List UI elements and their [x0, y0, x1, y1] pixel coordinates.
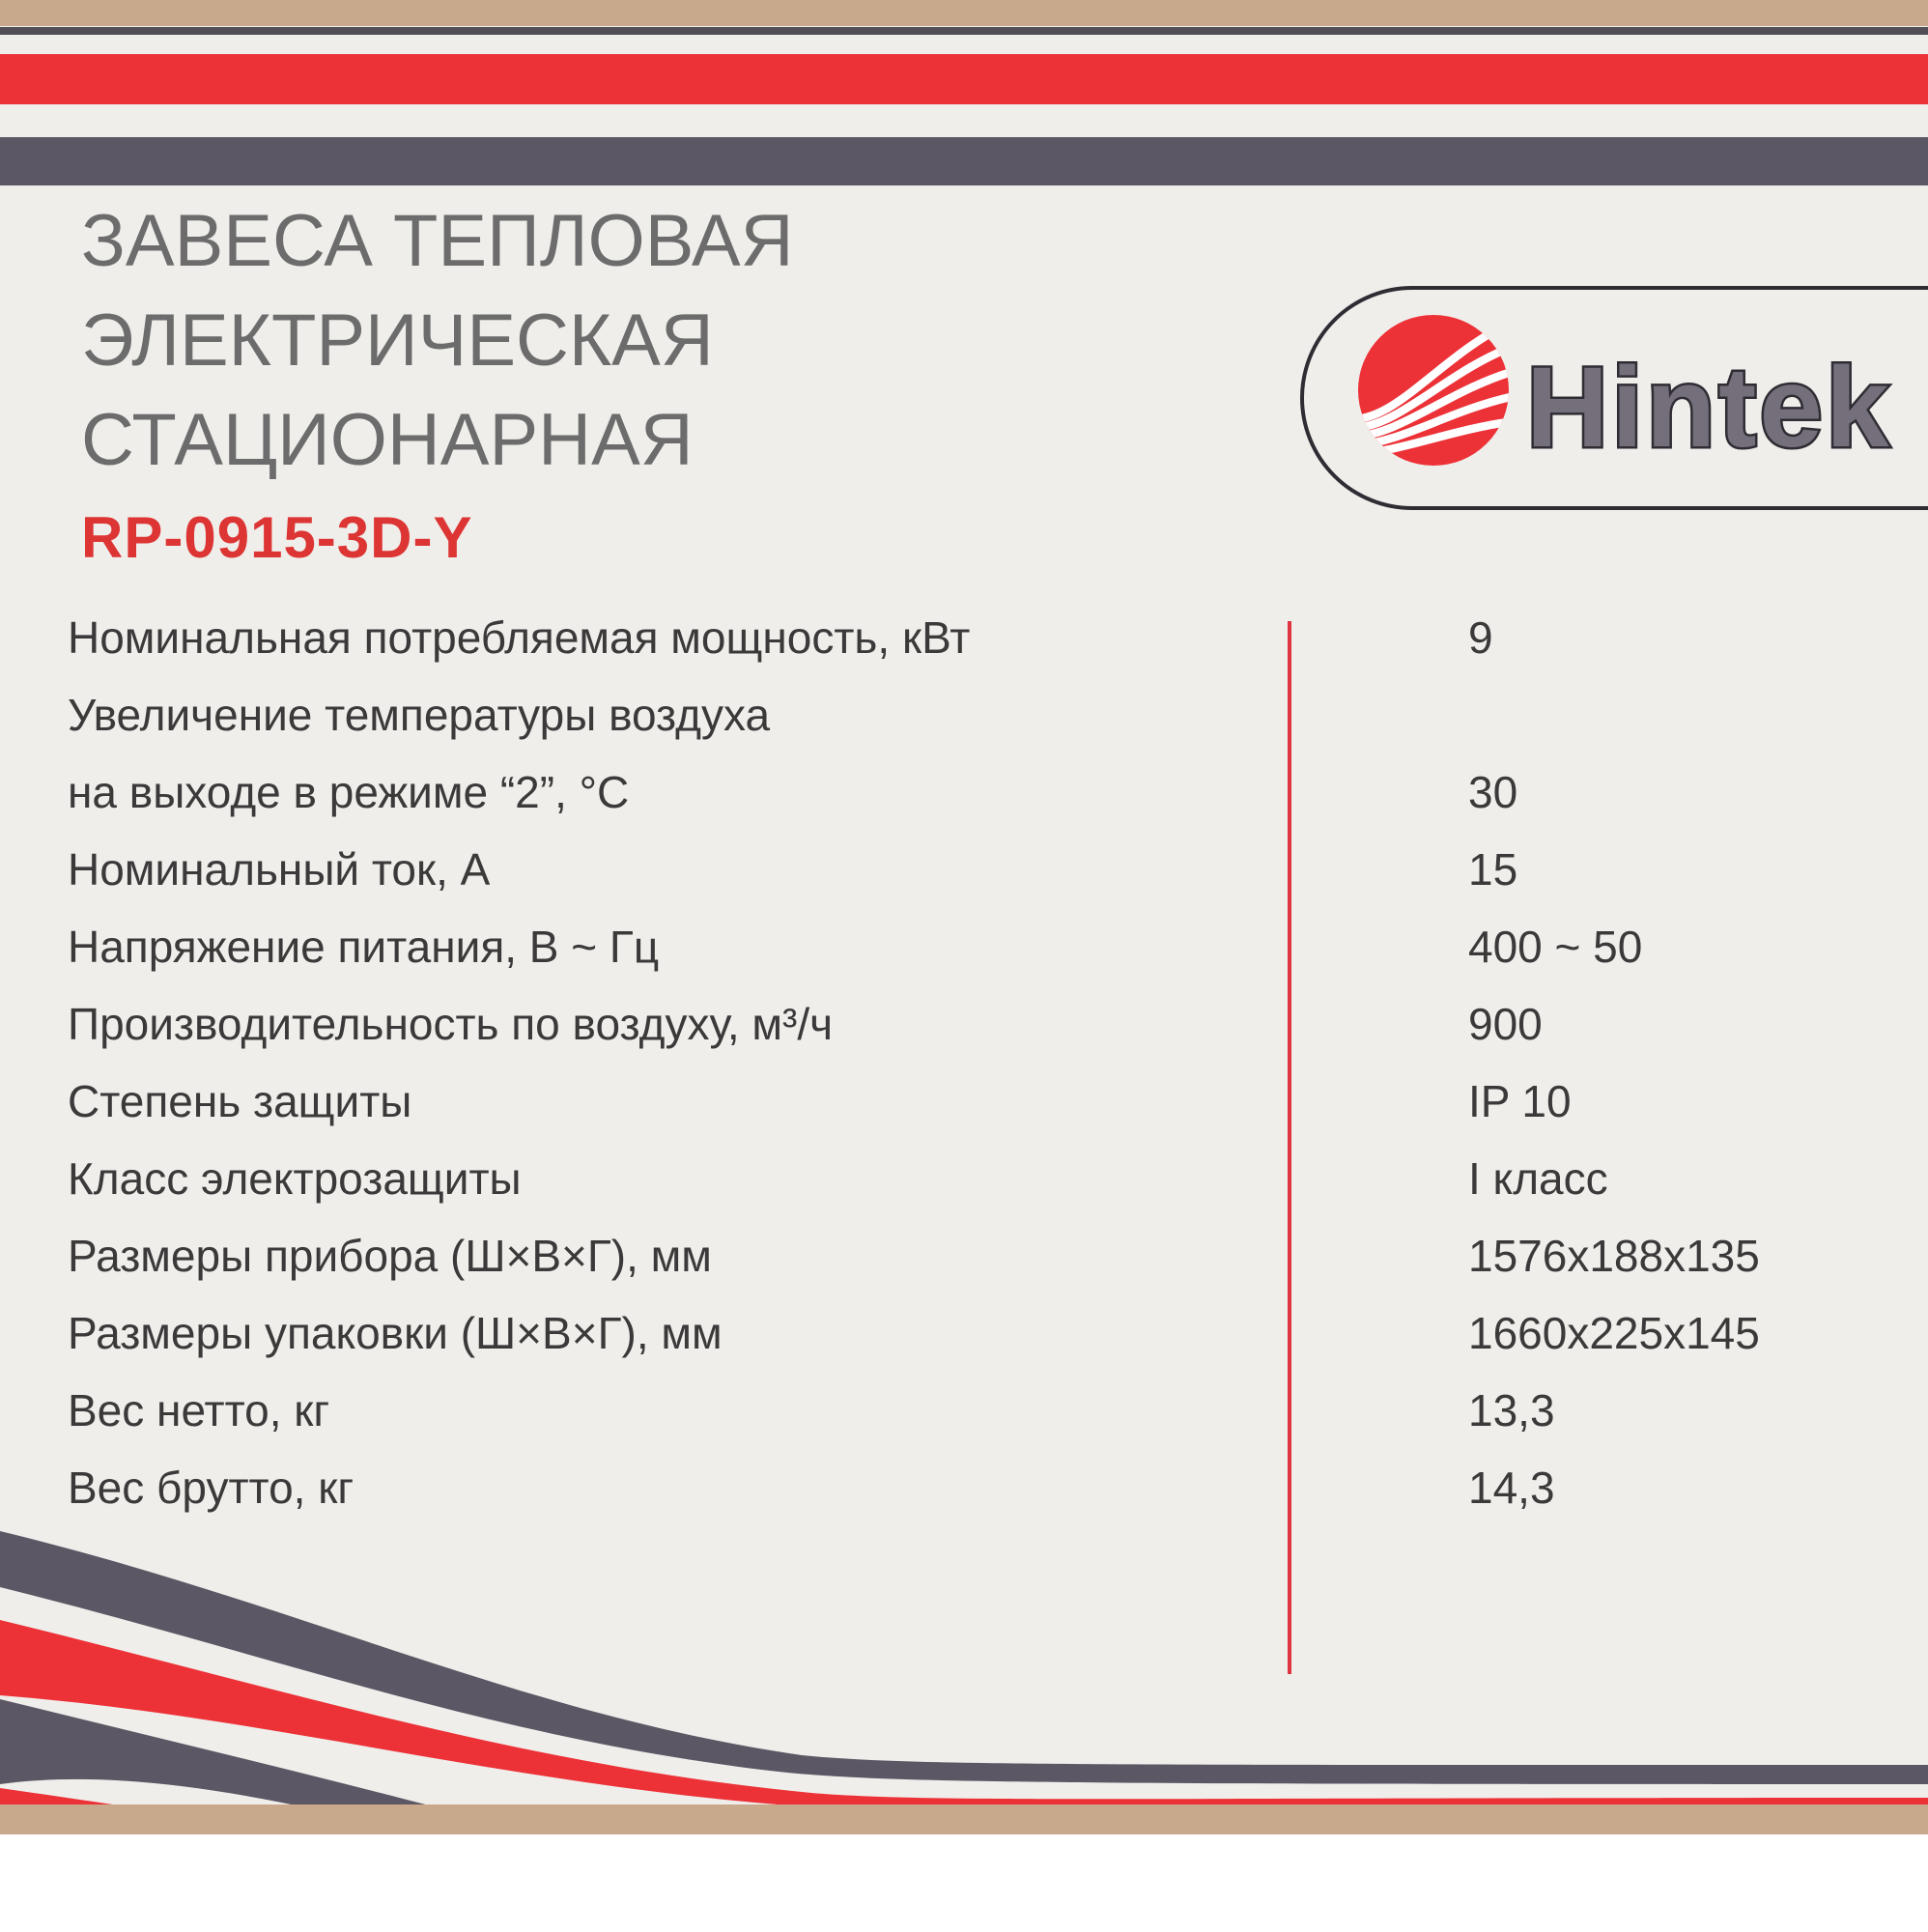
brand-logo	[1292, 278, 1928, 522]
spec-value: I класс	[1468, 1153, 1608, 1204]
spec-row	[68, 985, 1903, 1063]
product-title-line-2: ЭЛЕКТРИЧЕСКАЯ	[81, 299, 714, 382]
spec-row	[68, 599, 1903, 676]
spec-label: Размеры упаковки (Ш×В×Г), мм	[68, 1308, 723, 1358]
wave-gray-1	[0, 1531, 1928, 1784]
spec-label: на выходе в режиме “2”, °С	[68, 767, 630, 817]
spec-value: 1576x188x135	[1468, 1231, 1760, 1281]
top-red-stripe	[0, 54, 1928, 104]
spec-row	[68, 1063, 1903, 1140]
spec-value: IP 10	[1468, 1076, 1572, 1126]
cardboard-edge-top	[0, 0, 1928, 26]
spec-value: 9	[1468, 612, 1493, 663]
spec-value: 14,3	[1468, 1463, 1555, 1513]
brand-name-text: Hintek	[1526, 344, 1892, 471]
spec-row	[68, 1217, 1903, 1294]
spec-row	[68, 753, 1903, 831]
spec-row	[68, 1372, 1903, 1449]
spec-label: Номинальный ток, А	[68, 844, 491, 895]
spec-row	[68, 908, 1903, 985]
spec-row	[68, 1294, 1903, 1372]
product-title-line-3: СТАЦИОНАРНАЯ	[81, 399, 694, 481]
spec-label: Увеличение температуры воздуха	[68, 690, 771, 740]
product-title	[81, 191, 793, 490]
spec-value: 13,3	[1468, 1385, 1555, 1435]
spec-table	[68, 599, 1903, 1526]
spec-label: Номинальная потребляемая мощность, кВт	[68, 612, 971, 663]
spec-value: 15	[1468, 844, 1518, 895]
spec-row	[68, 1140, 1903, 1217]
spec-label: Вес нетто, кг	[68, 1385, 330, 1435]
product-title-line-1: ЗАВЕСА ТЕПЛОВАЯ	[81, 200, 794, 282]
spec-value: 400 ~ 50	[1468, 922, 1643, 972]
cardboard-edge-bottom	[0, 1804, 1928, 1834]
spec-label: Класс электрозащиты	[68, 1153, 522, 1204]
spec-label: Производительность по воздуху, м³/ч	[68, 999, 834, 1049]
bottom-wave-decoration	[0, 1512, 1928, 1811]
spec-label: Размеры прибора (Ш×В×Г), мм	[68, 1231, 712, 1281]
spec-label: Вес брутто, кг	[68, 1463, 354, 1513]
model-number: RP-0915-3D-Y	[81, 505, 473, 570]
spec-row	[68, 676, 1903, 753]
spec-row	[68, 831, 1903, 908]
spec-value: 900	[1468, 999, 1543, 1049]
spec-label: Степень защиты	[68, 1076, 412, 1126]
top-gray-stripe	[0, 137, 1928, 185]
spec-value: 1660x225x145	[1468, 1308, 1760, 1358]
spec-label: Напряжение питания, В ~ Гц	[68, 922, 660, 972]
spec-value: 30	[1468, 767, 1518, 817]
brand-wave-icon	[1354, 315, 1515, 466]
top-thin-stripe	[0, 27, 1928, 35]
